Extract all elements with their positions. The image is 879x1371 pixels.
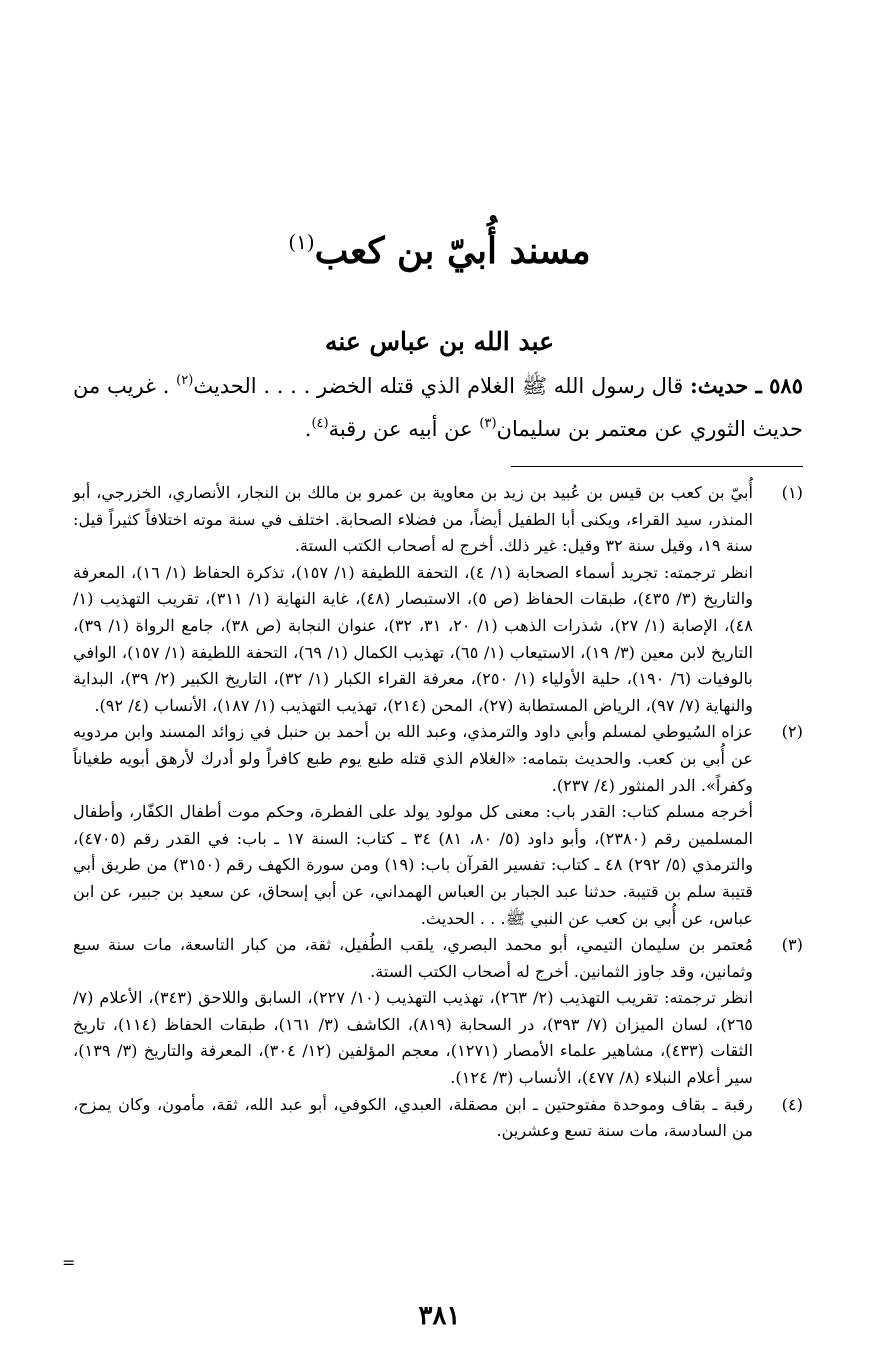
musnad-footnote-ref: (١) <box>288 230 315 254</box>
footnote-ref-2: (٢) <box>176 373 194 388</box>
footnote-paragraph: مُعتمر بن سليمان التيمي، أبو محمد البصري، يلقب الطُفيل، ثقة، من كبار التاسعة، مات سنة سبع وثمانين، وقد جاوز الثمانين. أخرج له أصحاب الكتب الستة. <box>73 935 753 981</box>
footnote-number: (٢) <box>781 722 803 742</box>
hadith-entry <box>73 362 803 448</box>
margin-mark: = <box>62 1253 76 1272</box>
page-number: ٣٨١ <box>418 1301 461 1331</box>
footnote <box>73 480 803 719</box>
hadith-text-3: عن أبيه عن رقبة <box>328 417 473 441</box>
footnote-number: (١) <box>781 483 803 502</box>
hadith-number: ٥٨٥ ـ حديث: <box>690 373 803 398</box>
footnote-paragraph: أُبيّ بن كعب بن قيس بن عُبيد بن زيد بن معاوية بن عمرو بن مالك بن النجار، الأنصاري، الخزرجي، أبو المنذر، سيد القراء، ويكنى أبا الطفيل أيضاً، من فضلاء الصحابة. اختلف في سنة موته اختلافاً كثيراً قيل: سنة ١٩، وقيل سنة ٣٢ وقيل: غير ذلك. أخرج له أصحاب الكتب الستة. <box>73 483 753 556</box>
footnote-number: (٤) <box>781 1094 803 1114</box>
companion-title: عبد الله بن عباس عنه <box>324 327 555 356</box>
footnote <box>73 719 803 932</box>
footnote-separator <box>511 466 803 467</box>
footnote-paragraph: رقبة ـ بقاف وموحدة مفتوحتين ـ ابن مصقلة، العبدي، الكوفي، أبو عبد الله، ثقة، مأمون، وكان يمزح، من السادسة، مات سنة تسع وعشرين. <box>73 1094 753 1141</box>
hadith-text-4: . <box>304 417 312 441</box>
footnote <box>73 1092 803 1145</box>
hadith-text-1: قال رسول الله ﷺ الغلام الذي قتله الخضر . . . . الحديث <box>193 374 684 398</box>
footnote-paragraph: أخرجه مسلم كتاب: القدر باب: معنى كل مولود يولد على الفطرة، وحكم موت أطفال الكفّار، وأطفال المسلمين رقم (٢٣٨٠)، وأبو داود (٥/ ٨٠، ٨١) ٣٤ ـ كتاب: السنة ١٧ ـ باب: في القدر رقم (٤٧٠٥)، والترمذي (٥/ ٢٩٢) ٤٨ ـ كتاب: تفسير القرآن باب: (١٩) ومن سورة الكهف رقم (٣١٥٠) من طريق أبي قتيبة سلم بن قتيبة. حدثنا عبد الجبار بن العباس الهمداني، عن أبي إسحاق، عن سعيد بن جبير، عن ابن عباس، عن أُبي بن كعب عن النبي ﷺ. . . الحديث. <box>73 802 754 928</box>
musnad-title-text: مسند أُبيّ بن كعب <box>314 230 591 272</box>
musnad-title <box>0 212 879 281</box>
footnote-paragraph: انظر ترجمته: تقريب التهذيب (٢/ ٢٦٣)، تهذيب التهذيب (١٠/ ٢٢٧)، السابق واللاحق (٣٤٣)، الأعلام (٧/ ٢٦٥)، لسان الميزان (٧/ ٣٩٣)، در السحابة (٨١٩)، الكاشف (٣/ ١٦١)، طبقات الحفاظ (١١٤)، تاريخ الثقات (٤٣٣)، مشاهير علماء الأمصار (١٢٧١)، معجم المؤلفين (١٢/ ٣٠٤)، المعرفة والتاريخ (٣/ ١٣٩)، سير أعلام النبلاء (٨/ ٤٧٧)، الأنساب (٣/ ١٢٤). <box>73 988 753 1088</box>
footnote-ref-4: (٤) <box>311 416 329 431</box>
footnotes <box>73 480 803 1145</box>
footnote <box>73 932 803 1092</box>
footnote-paragraph: عزاه السُيوطي لمسلم وأبي داود والترمذي، وعبد الله بن أحمد بن حنبل في زوائد المسند وابن مردويه عن أُبي بن كعب. والحديث بتمامه: «الغلام الذي قتله طبع يوم طبع كافراً ولو أدرك لأرهق أبويه طغياناً وكفراً». الدر المنثور (٤/ ٢٣٧). <box>73 722 753 795</box>
hadith-text-2: . غريب من حديث الثوري عن معتمر بن سليمان <box>73 374 803 441</box>
footnote-paragraph: انظر ترجمته: تجريد أسماء الصحابة (١/ ٤)، التحفة اللطيفة (١/ ١٥٧)، تذكرة الحفاظ (١/ ١٦)، المعرفة والتاريخ (٣/ ٤٣٥)، طبقات الحفاظ (ص ٥)، الاستبصار (٤٨)، غاية النهاية (١/ ٣١١)، تقريب التهذيب (١/ ٤٨)، الإصابة (١/ ٢٧)، شذرات الذهب (١/ ٢٠، ٣١، ٣٢)، عنوان النجابة (ص ٣٨)، جامع الرواة (١/ ٣٩)، التاريخ لابن معين (٣/ ١٩)، الاستيعاب (١/ ٦٥)، تهذيب الكمال (١/ ٦٩)، التحفة اللطيفة (١/ ١٥٧)، الوافي بالوفيات (٦/ ١٩٠)، حلية الأولياء (١/ ٢٥٠)، معرفة القراء الكبار (١/ ٣٢)، التاريخ الكبير (٢/ ٣٩)، البداية والنهاية (٧/ ٩٧)، الرياض المستطابة (٢٧)، المحن (٢١٤)، تهذيب التهذيب (١/ ١٨٧)، الأنساب (٤/ ٩٢). <box>73 562 754 715</box>
footnote-number: (٣) <box>781 935 803 955</box>
footnote-ref-3: (٣) <box>479 416 497 431</box>
